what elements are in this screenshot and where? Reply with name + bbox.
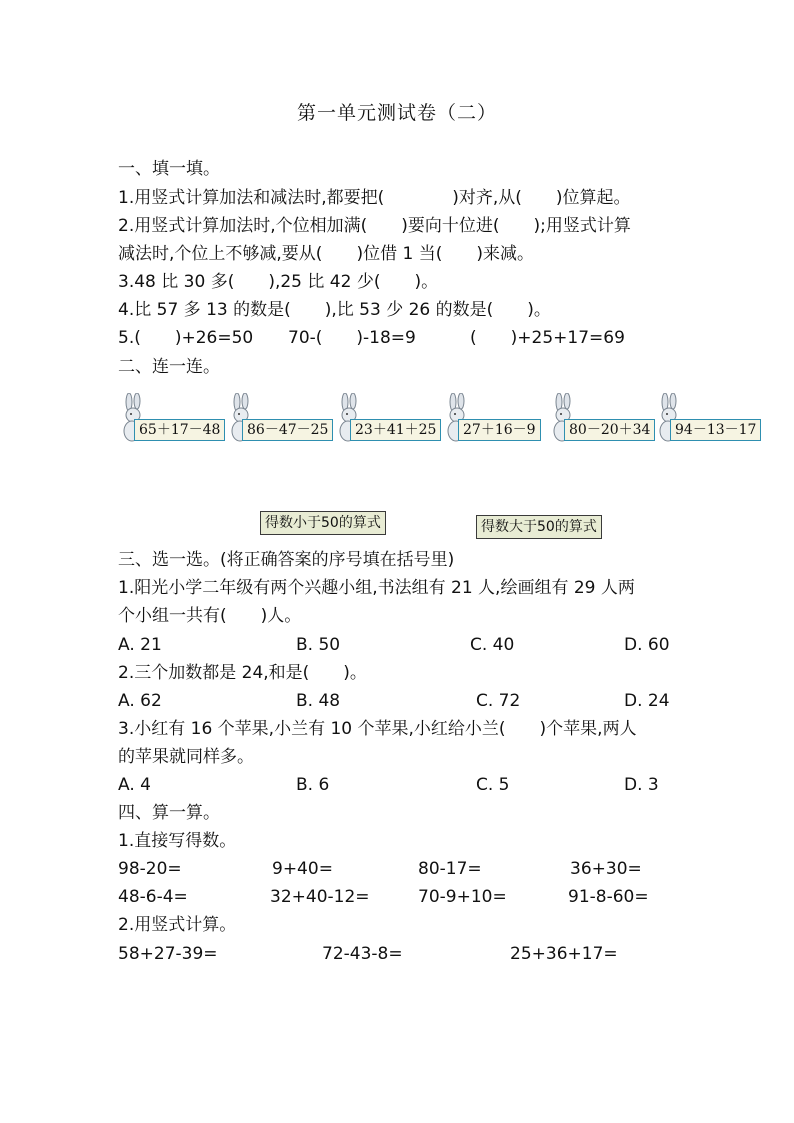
question-1-1: 1.用竖式计算加法和减法时,都要把( )对齐,从( )位算起。 <box>118 188 631 208</box>
calc-item: 48-6-4= <box>118 887 188 907</box>
question-3-3-line-1: 3.小红有 16 个苹果,小兰有 10 个苹果,小红给小兰( )个苹果,两人 <box>118 719 637 739</box>
question-3-1-line-1: 1.阳光小学二年级有两个兴趣小组,书法组有 21 人,绘画组有 29 人两 <box>118 578 635 598</box>
option-a: A. 4 <box>118 775 151 795</box>
question-1-4: 4.比 57 多 13 的数是( ),比 53 少 26 的数是( )。 <box>118 300 551 320</box>
calc-item: 70-9+10= <box>418 887 507 907</box>
section-1-heading: 一、填一填。 <box>118 159 220 179</box>
question-1-2-line-1: 2.用竖式计算加法时,个位相加满( )要向十位进( );用竖式计算 <box>118 216 631 236</box>
vertical-calc-item: 58+27-39= <box>118 944 218 964</box>
category-box-less-than-50[interactable]: 得数小于50的算式 <box>260 511 386 535</box>
calc-item: 91-8-60= <box>568 887 649 907</box>
calc-item: 36+30= <box>570 859 642 879</box>
option-c: C. 5 <box>476 775 510 795</box>
option-d: D. 60 <box>624 635 670 655</box>
expression-label: 80－20＋34 <box>564 419 655 441</box>
question-3-2: 2.三个加数都是 24,和是( )。 <box>118 663 367 683</box>
question-1-2-line-2: 减法时,个位上不够减,要从( )位借 1 当( )来减。 <box>118 244 534 264</box>
option-a: A. 21 <box>118 635 162 655</box>
question-1-5-part-3: ( )+25+17=69 <box>470 328 625 348</box>
option-c: C. 72 <box>476 691 521 711</box>
expression-label: 86－47－25 <box>242 419 333 441</box>
question-1-5-part-2: 70-( )-18=9 <box>288 328 416 348</box>
option-a: A. 62 <box>118 691 162 711</box>
section-4-heading: 四、算一算。 <box>118 803 220 823</box>
question-3-1-line-2: 个小组一共有( )人。 <box>118 606 302 626</box>
option-d: D. 24 <box>624 691 670 711</box>
calc-item: 98-20= <box>118 859 182 879</box>
expression-label: 65＋17－48 <box>134 419 225 441</box>
option-b: B. 48 <box>296 691 341 711</box>
option-c: C. 40 <box>470 635 515 655</box>
expression-label: 94－13－17 <box>670 419 761 441</box>
subsection-4-2: 2.用竖式计算。 <box>118 915 237 935</box>
category-box-greater-than-50[interactable]: 得数大于50的算式 <box>476 515 602 539</box>
question-1-5-part-1: 5.( )+26=50 <box>118 328 254 348</box>
question-3-3-line-2: 的苹果就同样多。 <box>118 747 254 767</box>
option-d: D. 3 <box>624 775 659 795</box>
vertical-calc-item: 25+36+17= <box>510 944 618 964</box>
vertical-calc-item: 72-43-8= <box>322 944 403 964</box>
calc-item: 32+40-12= <box>270 887 370 907</box>
option-b: B. 6 <box>296 775 330 795</box>
section-3-heading: 三、选一选。(将正确答案的序号填在括号里) <box>118 550 455 570</box>
question-1-3: 3.48 比 30 多( ),25 比 42 少( )。 <box>118 272 439 292</box>
page-title: 第一单元测试卷（二） <box>296 102 497 124</box>
section-2-heading: 二、连一连。 <box>118 357 220 377</box>
subsection-4-1: 1.直接写得数。 <box>118 831 237 851</box>
calc-item: 80-17= <box>418 859 482 879</box>
expression-label: 23＋41＋25 <box>350 419 441 441</box>
calc-item: 9+40= <box>272 859 333 879</box>
option-b: B. 50 <box>296 635 341 655</box>
expression-label: 27＋16－9 <box>458 419 541 441</box>
